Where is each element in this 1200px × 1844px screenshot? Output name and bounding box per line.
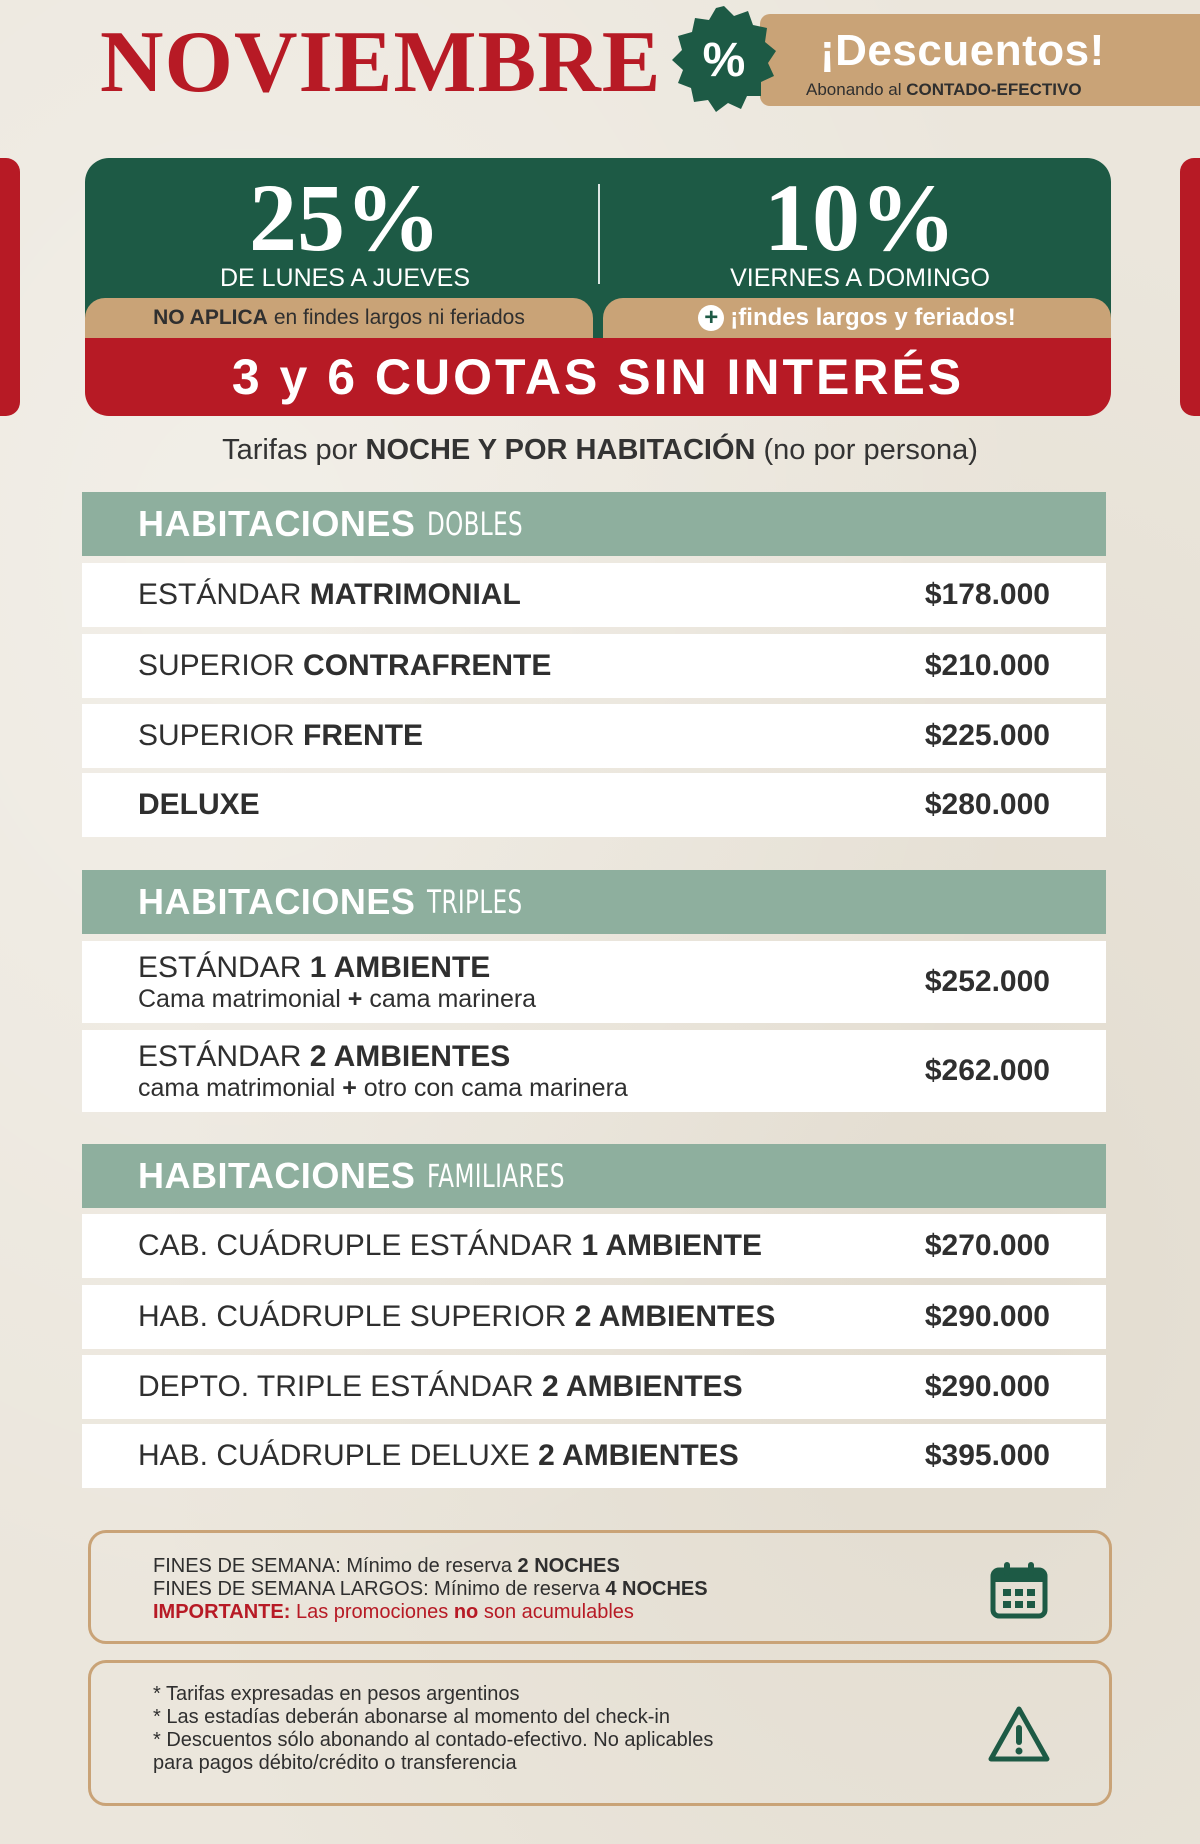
room-name: DEPTO. TRIPLE ESTÁNDAR 2 AMBIENTES xyxy=(138,1370,743,1404)
room-name: HAB. CUÁDRUPLE SUPERIOR 2 AMBIENTES xyxy=(138,1300,776,1334)
weekend-discount-percent: 10% xyxy=(764,164,956,271)
room-name: CAB. CUÁDRUPLE ESTÁNDAR 1 AMBIENTE xyxy=(138,1229,763,1263)
price-row xyxy=(82,1214,1106,1278)
price-row xyxy=(82,941,1106,1023)
calendar-icon xyxy=(987,1558,1051,1622)
room-price: $395.000 xyxy=(924,1439,1050,1472)
price-row xyxy=(82,563,1106,627)
room-name: SUPERIOR FRENTE xyxy=(138,719,424,753)
discount-title: ¡Descuentos! xyxy=(820,26,1105,75)
room-detail: Cama matrimonial + cama marinera xyxy=(138,984,537,1013)
price-row xyxy=(82,1424,1106,1488)
notes-text: * Tarifas expresadas en pesos argentinos * Las estadías deberán abonarse al momento del check-in * Descuentos sólo abonando al contado-efectivo. No aplicables para pagos débito/crédito o transferencia xyxy=(153,1683,714,1774)
room-price: $178.000 xyxy=(924,578,1050,611)
left-side-tab xyxy=(0,158,20,416)
promo-divider xyxy=(598,184,600,284)
promo-panel xyxy=(85,158,1111,416)
rate-note: Tarifas por NOCHE Y POR HABITACIÓN (no por persona) xyxy=(222,434,978,466)
installments-banner: 3 y 6 CUOTAS SIN INTERÉS xyxy=(85,338,1111,416)
room-price: $280.000 xyxy=(924,788,1050,821)
percent-badge-icon xyxy=(668,4,780,116)
price-row xyxy=(82,1355,1106,1419)
room-price: $210.000 xyxy=(924,649,1050,682)
room-price: $290.000 xyxy=(924,1370,1050,1403)
percent-symbol: % xyxy=(702,33,746,87)
right-side-tab xyxy=(1180,158,1200,416)
room-price: $270.000 xyxy=(924,1229,1050,1262)
weekday-discount-percent: 25% xyxy=(249,164,441,271)
room-price: $252.000 xyxy=(924,965,1050,998)
price-row xyxy=(82,1285,1106,1349)
room-name: DELUXE xyxy=(138,788,260,822)
price-row xyxy=(82,773,1106,837)
month-title: NOVIEMBRE xyxy=(100,14,662,111)
room-name: ESTÁNDAR 1 AMBIENTE Cama matrimonial + cama marinera xyxy=(138,951,537,1013)
room-price: $290.000 xyxy=(924,1300,1050,1333)
section-header-dobles: HABITACIONES DOBLES xyxy=(82,492,1106,556)
room-name: ESTÁNDAR 2 AMBIENTES cama matrimonial + otro con cama marinera xyxy=(138,1040,628,1102)
price-row xyxy=(82,1030,1106,1112)
booking-info-text: FINES DE SEMANA: Mínimo de reserva 2 NOCHES FINES DE SEMANA LARGOS: Mínimo de reserva 4 NOCHES IMPORTANTE: Las promociones no son acumulables xyxy=(153,1555,708,1623)
room-price: $262.000 xyxy=(924,1054,1050,1087)
weekday-range: DE LUNES A JUEVES xyxy=(219,264,471,292)
discount-banner xyxy=(760,14,1200,106)
room-name: SUPERIOR CONTRAFRENTE xyxy=(138,649,552,683)
discount-subtitle: Abonando al CONTADO-EFECTIVO xyxy=(806,80,1082,99)
plus-icon: + xyxy=(698,305,724,331)
weekday-note: NO APLICA en findes largos ni feriados xyxy=(85,298,593,338)
room-name: ESTÁNDAR MATRIMONIAL xyxy=(138,578,521,612)
weekend-range: VIERNES A DOMINGO xyxy=(730,264,990,292)
section-header-familiares: HABITACIONES FAMILIARES xyxy=(82,1144,1106,1208)
weekend-note: + ¡findes largos y feriados! xyxy=(603,298,1111,338)
price-row xyxy=(82,704,1106,768)
booking-info-box xyxy=(88,1530,1112,1644)
promo-green-block xyxy=(85,158,1111,338)
room-price: $225.000 xyxy=(924,719,1050,752)
notes-box xyxy=(88,1660,1112,1806)
room-detail: cama matrimonial + otro con cama marinera xyxy=(138,1073,628,1102)
room-name: HAB. CUÁDRUPLE DELUXE 2 AMBIENTES xyxy=(138,1439,739,1473)
warning-icon xyxy=(987,1703,1051,1767)
price-row xyxy=(82,634,1106,698)
section-header-triples: HABITACIONES TRIPLES xyxy=(82,870,1106,934)
